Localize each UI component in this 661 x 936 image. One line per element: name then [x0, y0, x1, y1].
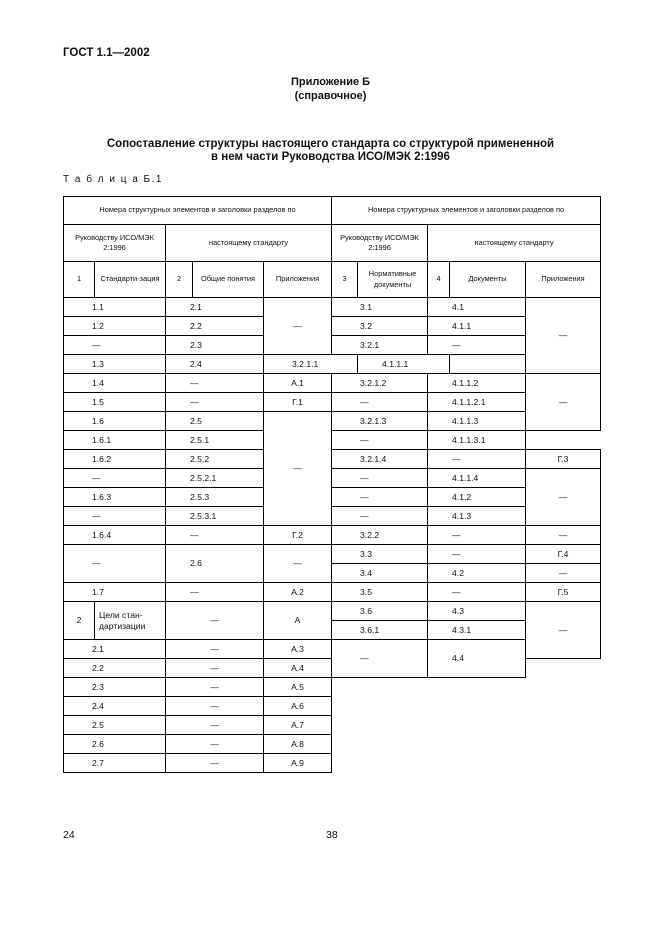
standard-right-cell: 4.1 — [428, 298, 526, 317]
appendix-left-cell: — — [264, 412, 332, 526]
appendix-left-cell: А.6 — [264, 697, 332, 716]
table-row — [64, 431, 601, 450]
guide-right-cell: 3.4 — [332, 564, 428, 583]
table-row — [64, 754, 601, 773]
standard-right-cell: 4.1.2 — [428, 488, 526, 507]
table-row — [64, 317, 601, 336]
table-row — [64, 298, 601, 317]
guide-right-cell: — — [332, 640, 428, 678]
standard-right-cell: — — [428, 336, 526, 355]
section-1-number: 1 — [64, 262, 95, 298]
standard-left-cell: — — [166, 583, 264, 602]
standard-left-cell: 2.2 — [166, 317, 264, 336]
appendix-left-cell: А.1 — [264, 374, 332, 393]
guide-left-cell: 1.7 — [64, 583, 166, 602]
guide-left-cell: 1.4 — [64, 374, 166, 393]
guide-left-cell: — — [64, 336, 166, 355]
standard-right-cell: 4.1.1.2.1 — [428, 393, 526, 412]
appendix-left-cell: А.8 — [264, 735, 332, 754]
guide-right-cell: 3.1 — [332, 298, 428, 317]
table-caption: Т а б л и ц а Б.1 — [63, 174, 163, 185]
header-right: Номера структурных элементов и заголовки разделов по — [332, 197, 601, 225]
table-row — [64, 488, 601, 507]
guide-right-cell: 3.2.1.4 — [332, 450, 428, 469]
guide-left-cell: 1.6.1 — [64, 431, 166, 450]
section-2-title: Цели стан-дартизации — [95, 602, 166, 640]
table-row — [64, 697, 601, 716]
empty-cell — [332, 735, 601, 754]
guide-left-cell: 2.3 — [64, 678, 166, 697]
standard-header-left: настоящему стандарту — [166, 225, 332, 262]
standard-left-cell: — — [166, 697, 264, 716]
standard-left-cell: — — [166, 754, 264, 773]
table-row — [64, 640, 601, 659]
standard-left-cell: 2.4 — [166, 355, 264, 374]
guide-right-cell: — — [332, 469, 428, 488]
guide-left-cell: 2.2 — [64, 659, 166, 678]
table-row — [64, 507, 601, 526]
appendix-title: Приложение Б — [290, 76, 371, 88]
guide-right-cell: 3.3 — [332, 545, 428, 564]
table-row — [64, 545, 601, 564]
standard-right-cell: 4.1.1.4 — [428, 469, 526, 488]
appendix-note: (справочное) — [294, 90, 367, 102]
standard-right-cell: — — [428, 526, 526, 545]
appendix-left-cell: А.9 — [264, 754, 332, 773]
standard-left-cell: — — [166, 659, 264, 678]
table-row — [64, 412, 601, 431]
guide-right-cell: — — [332, 393, 428, 412]
guide-right-cell: — — [332, 488, 428, 507]
appendix-left-cell: — — [264, 298, 332, 355]
guide-right-cell: 3.2.1.3 — [332, 412, 428, 431]
guide-left-cell: — — [64, 469, 166, 488]
appendix-column-right: Приложения — [526, 262, 601, 298]
guide-left-cell: 2.7 — [64, 754, 166, 773]
guide-header-right: Руководству ИСО/МЭК 2:1996 — [332, 225, 428, 262]
standard-right-cell: — — [428, 545, 526, 564]
guide-left-cell: 1.6.4 — [64, 526, 166, 545]
standard-left-cell: 2.5.2.1 — [166, 469, 264, 488]
appendix-right-cell: Г.4 — [526, 545, 601, 564]
standard-right-cell: — — [428, 450, 526, 469]
standard-right-cell: — — [428, 583, 526, 602]
guide-left-cell: 1.6 — [64, 412, 166, 431]
table-row — [64, 602, 601, 621]
guide-right-cell: 3.2.1 — [332, 336, 428, 355]
table-row — [64, 678, 601, 697]
appendix-left-cell: А.5 — [264, 678, 332, 697]
std-section-2-title: Общие понятия — [193, 262, 264, 298]
standard-right-cell: 4.1.3 — [428, 507, 526, 526]
doc-title-line-1: Сопоставление структуры настоящего стандарта со структурой примененной — [106, 138, 555, 150]
guide-right-cell: 3.5 — [332, 583, 428, 602]
std-section-4-number: 4 — [428, 262, 450, 298]
appendix-right-cell: Г.3 — [526, 450, 601, 469]
standard-right-cell: 4.4 — [428, 640, 526, 678]
table-row — [64, 374, 601, 393]
guide-header-left: Руководству ИСО/МЭК 2:1996 — [64, 225, 166, 262]
section-3-title: Нормативные документы — [358, 262, 428, 298]
guide-right-cell: — — [332, 507, 428, 526]
comparison-table — [63, 196, 601, 773]
guide-right-cell: 3.2 — [332, 317, 428, 336]
appendix-left-cell: Г.2 — [264, 526, 332, 545]
standard-left-cell: 2.6 — [166, 545, 264, 583]
guide-left-cell: 1.6.3 — [64, 488, 166, 507]
appendix-left-cell: — — [264, 545, 332, 583]
standard-right-cell: 4.1.1.3 — [428, 412, 526, 431]
appendix-right-cell: — — [526, 298, 601, 374]
appendix-right-cell: — — [526, 564, 601, 583]
guide-left-cell: 2.5 — [64, 716, 166, 735]
guide-right-cell: 3.2.1.1 — [264, 355, 358, 374]
table-row — [64, 583, 601, 602]
guide-left-cell: — — [64, 507, 166, 526]
std-section-4-title: Документы — [450, 262, 526, 298]
table-row — [64, 735, 601, 754]
standard-right-cell: 4.1.1.1 — [358, 355, 450, 374]
page-number-left: 24 — [63, 829, 75, 841]
standard-left-cell: 2.5.2 — [166, 450, 264, 469]
standard-left-cell: 2.5.1 — [166, 431, 264, 450]
table-row — [64, 469, 601, 488]
guide-right-cell: — — [332, 431, 428, 450]
table-row — [64, 336, 601, 355]
appendix-left-cell: А.3 — [264, 640, 332, 659]
standard-left-cell: — — [166, 526, 264, 545]
guide-left-cell: 1.2 — [64, 317, 166, 336]
standard-left-cell: 2.5.3 — [166, 488, 264, 507]
standard-right-cell: 4.3.1 — [428, 621, 526, 640]
appendix-column-left: Приложения — [264, 262, 332, 298]
guide-left-cell: 2.4 — [64, 697, 166, 716]
standard-left-cell: 2.3 — [166, 336, 264, 355]
header-left: Номера структурных элементов и заголовки разделов по — [64, 197, 332, 225]
guide-right-cell: 3.6 — [332, 602, 428, 621]
standard-left-cell: — — [166, 735, 264, 754]
standard-left-cell: — — [166, 716, 264, 735]
appendix-left-cell: Г.1 — [264, 393, 332, 412]
section-2-number: 2 — [64, 602, 95, 640]
table-row — [64, 526, 601, 545]
guide-left-cell: 1.5 — [64, 393, 166, 412]
table-row — [64, 450, 601, 469]
guide-left-cell: 1.1 — [64, 298, 166, 317]
section-3-number: 3 — [332, 262, 358, 298]
standard-right-cell: 4.2 — [428, 564, 526, 583]
guide-left-cell: 1.6.2 — [64, 450, 166, 469]
table-row — [64, 393, 601, 412]
empty-cell — [526, 659, 601, 678]
document-code: ГОСТ 1.1—2002 — [63, 47, 150, 59]
standard-left-cell: — — [166, 602, 264, 640]
guide-right-cell: 3.2.2 — [332, 526, 428, 545]
standard-header-right: настоящему стандарту — [428, 225, 601, 262]
std-section-2-number: 2 — [166, 262, 193, 298]
standard-left-cell: 2.5.3.1 — [166, 507, 264, 526]
appendix-right-cell: — — [526, 602, 601, 659]
section-1-title: Стандарти-зация — [95, 262, 166, 298]
standard-left-cell: — — [166, 640, 264, 659]
appendix-left-cell: А.4 — [264, 659, 332, 678]
guide-left-cell: — — [64, 545, 166, 583]
appendix-right-cell: — — [526, 374, 601, 431]
standard-right-cell: 4.3 — [428, 602, 526, 621]
standard-left-cell: 2.1 — [166, 298, 264, 317]
empty-cell — [332, 697, 601, 716]
standard-right-cell: 4.1.1.3.1 — [428, 431, 526, 450]
standard-left-cell: — — [166, 393, 264, 412]
guide-right-cell: 3.6.1 — [332, 621, 428, 640]
standard-right-cell: 4.1.1.2 — [428, 374, 526, 393]
table-row — [64, 716, 601, 735]
empty-cell — [332, 754, 601, 773]
page-number-center: 38 — [326, 829, 338, 841]
standard-right-cell: 4.1.1 — [428, 317, 526, 336]
guide-left-cell: 1.3 — [64, 355, 166, 374]
standard-left-cell: — — [166, 678, 264, 697]
guide-left-cell: 2.6 — [64, 735, 166, 754]
empty-cell — [332, 716, 601, 735]
appendix-right-cell: Г.5 — [526, 583, 601, 602]
empty-cell — [332, 678, 601, 697]
guide-left-cell: 2.1 — [64, 640, 166, 659]
appendix-right-cell: — — [526, 526, 601, 545]
appendix-left-cell: А — [264, 602, 332, 640]
standard-left-cell: 2.5 — [166, 412, 264, 431]
appendix-left-cell: А.2 — [264, 583, 332, 602]
guide-right-cell: 3.2.1.2 — [332, 374, 428, 393]
appendix-right-cell: — — [526, 469, 601, 526]
table-row — [64, 355, 601, 374]
appendix-left-cell: А.7 — [264, 716, 332, 735]
standard-left-cell: — — [166, 374, 264, 393]
doc-title-line-2: в нем части Руководства ИСО/МЭК 2:1996 — [211, 151, 450, 163]
